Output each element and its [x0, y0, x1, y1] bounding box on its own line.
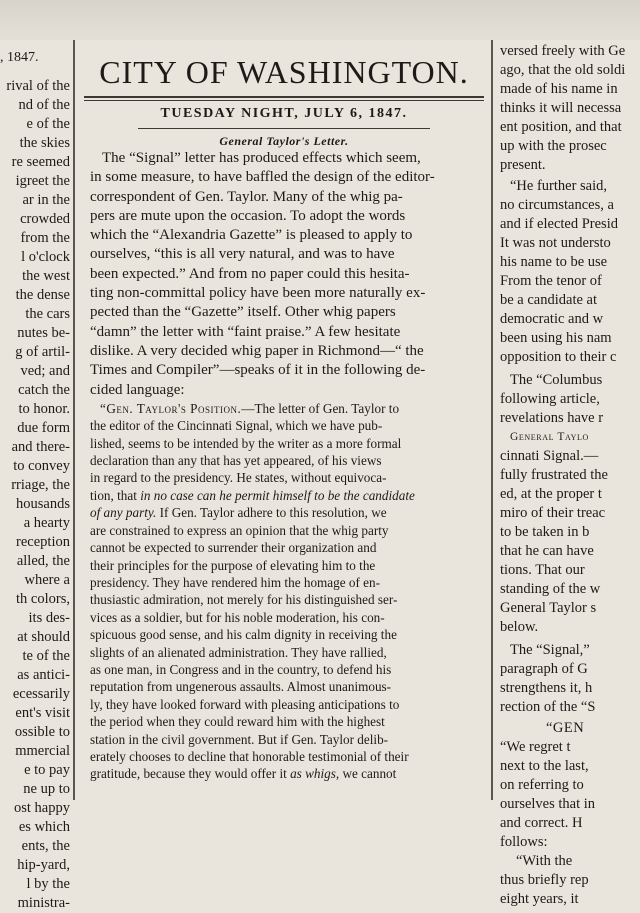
left-text-line: e of the [26, 116, 70, 132]
left-text-line: and there- [11, 439, 70, 455]
right-text-line: up with the prosec [500, 138, 607, 154]
article-headline: General Taylor's Letter. [219, 134, 349, 148]
left-text-line: the cars [25, 306, 70, 322]
left-column-date: , 1847. [0, 50, 39, 65]
right-text-line: follows: [500, 834, 548, 850]
right-text-line: ed, at the proper t [500, 486, 602, 502]
right-text-line: fully frustrated the [500, 467, 608, 483]
right-paragraph [496, 447, 640, 637]
right-text-line: below. [500, 619, 539, 635]
italic-text: of any party. [90, 505, 157, 521]
left-text-line: e to pay [24, 762, 70, 778]
masthead-rule [84, 96, 484, 101]
quote-line: slights of an alienated administration. They have rallied, [90, 644, 387, 660]
quote-continuation [78, 522, 490, 766]
left-text-line: nutes be- [17, 325, 70, 341]
body-line: Times and Compiler”—speaks of it in the following de- [90, 362, 426, 379]
right-text-line: ent position, and that [500, 119, 622, 135]
quote-first-line: “Gen. Taylor's Position.—The letter of Gen. Taylor to [100, 400, 400, 416]
right-text-line: following article, [500, 391, 600, 407]
left-text-line: from the [20, 230, 70, 246]
left-text-line: where a [24, 572, 70, 588]
quote-line: lished, seems to be intended by the writer as a more formal [90, 435, 402, 451]
quote-line: reputation from ungenerous assaults. Almost unanimous- [90, 679, 392, 695]
left-text-line: due form [17, 420, 70, 436]
left-text-line: ved; and [20, 363, 70, 379]
right-text-line: democratic and w [500, 311, 604, 327]
left-text-line: at should [17, 629, 70, 645]
left-text-line: re seemed [11, 154, 70, 170]
quoted-passage [78, 400, 490, 783]
left-text-line: nd of the [18, 97, 70, 113]
right-text-line: thinks it will necessa [500, 100, 622, 116]
left-text-line: rival of the [6, 78, 70, 94]
right-text-line: “With the [516, 853, 573, 869]
right-text-line: ago, that the old soldi [500, 62, 626, 78]
quote-line: cannot be expected to surrender their organization and [90, 540, 377, 556]
right-smallcaps-heading: General Taylo [510, 431, 589, 443]
body-line: “damn” the letter with “faint praise.” A few hesitate [90, 323, 401, 340]
left-text-line: hip-yard, [17, 857, 70, 873]
top-page-strip [0, 0, 640, 40]
right-paragraph [496, 641, 640, 717]
right-column [496, 40, 640, 907]
right-text-line: versed freely with Ge [500, 43, 626, 59]
quote-title: “Gen. Taylor's Position. [100, 400, 242, 416]
right-text-line: to be taken in b [500, 524, 590, 540]
right-text-line: miro of their treac [500, 505, 606, 521]
left-text-line: housands [16, 496, 70, 512]
right-paragraph [496, 42, 640, 175]
italic-text: as whigs, [290, 766, 340, 782]
right-text-line: The “Columbus [510, 372, 603, 388]
left-text-line: ent's visit [15, 705, 70, 721]
left-text-line: crowded [20, 211, 70, 227]
left-text-line: the dense [15, 287, 70, 303]
left-text-line: a hearty [23, 515, 70, 531]
column-rule [491, 40, 493, 800]
quote-line: presidency. They have rendered him the homage of en- [90, 574, 381, 590]
left-text-line: ar in the [22, 192, 70, 208]
right-text-line: and if elected Presid [500, 216, 618, 232]
body-line: The “Signal” letter has produced effects which seem, [102, 150, 421, 166]
right-text-line: next to the last, [500, 758, 589, 774]
body-line: pers are mute upon the occasion. To adopt the words [90, 207, 406, 224]
body-line: ourselves, “this is all very natural, and was to have [90, 246, 395, 263]
body-line: in some measure, to have baffled the design of the editor- [90, 169, 435, 186]
quote-line: gratitude, because they would offer it as whigs, we cannot [90, 766, 397, 782]
left-text-line: igreet the [15, 173, 70, 189]
main-column [78, 40, 490, 800]
body-line: which the “Alexandria Gazette” is pleased to apply to [90, 227, 413, 244]
quote-line: of any party. If Gen. Taylor adhere to this resolution, we [90, 505, 387, 521]
left-text-line: rriage, the [11, 477, 70, 493]
left-text-line: alled, the [16, 553, 70, 569]
right-text-line: “GEN [546, 720, 585, 736]
body-line: been expected.” And from no paper could this hesita- [90, 265, 410, 282]
column-rule [73, 40, 75, 800]
quote-line: spicuous good sense, and his calm dignity in receiving the [90, 627, 397, 643]
left-text-line: as antici- [17, 667, 70, 683]
right-text-line: his name to be use [500, 254, 608, 270]
right-text-line: paragraph of G [500, 661, 588, 677]
left-text-line: es which [18, 819, 70, 835]
right-text-line: been using his nam [500, 330, 612, 346]
right-paragraph [496, 719, 640, 909]
left-text-line: mmercial [15, 743, 70, 759]
left-text-line: ne up to [23, 781, 70, 797]
left-text-line: ost happy [14, 800, 70, 816]
right-text-line: The “Signal,” [510, 642, 590, 658]
body-line: correspondent of Gen. Taylor. Many of the whig pa- [90, 188, 403, 205]
left-column-text [0, 77, 72, 913]
left-text-line: the skies [19, 135, 70, 151]
right-paragraph [496, 371, 640, 428]
quote-line: tion, that in no case can he permit himself to be the candidate [90, 487, 415, 503]
left-column [0, 40, 72, 911]
right-text-line: tions. That our [500, 562, 585, 578]
left-text-line: ministra- [17, 895, 70, 911]
right-text-line: It was not understo [500, 235, 611, 251]
right-text-line: on referring to [500, 777, 584, 793]
left-text-line: th colors, [16, 591, 70, 607]
right-text-line: ourselves that in [500, 796, 596, 812]
masthead: CITY OF WASHINGTON. [99, 54, 469, 90]
right-text-line: strengthens it, h [500, 680, 593, 696]
right-text-line: eight years, it [500, 891, 579, 907]
right-text-line: rection of the “S [500, 699, 596, 715]
right-text-line: General Taylor s [500, 600, 597, 616]
left-text-line: l by the [26, 876, 70, 892]
left-text-line: g of artil- [15, 344, 70, 360]
dateline-rule [138, 128, 430, 129]
right-text-line: “We regret t [500, 739, 571, 755]
quote-line: their principles for the purpose of elevating him to the [90, 557, 376, 573]
right-text-line: no circumstances, a [500, 197, 614, 213]
quote-line: in regard to the presidency. He states, without equivoca- [90, 470, 387, 486]
quote-line: vices as a soldier, but for his noble moderation, his con- [90, 609, 385, 625]
right-text-line: be a candidate at [500, 292, 598, 308]
right-text-line: cinnati Signal.— [500, 448, 599, 464]
left-text-line: ecessarily [12, 686, 70, 702]
left-text-line: to convey [13, 458, 70, 474]
left-text-line: te of the [22, 648, 70, 664]
right-text-line: From the tenor of [500, 273, 602, 289]
right-text-line: opposition to their c [500, 349, 617, 365]
dateline: TUESDAY NIGHT, JULY 6, 1847. [160, 106, 408, 121]
body-line: cided language: [90, 381, 185, 398]
left-text-line: ents, the [21, 838, 70, 854]
left-text-line: to honor. [18, 401, 70, 417]
body-line: pected than the “Gazette” itself. Other whig papers [90, 304, 396, 321]
left-text-line: l o'clock [21, 249, 70, 265]
italic-text: in no case can he permit himself to be the candidate [140, 487, 415, 503]
quote-line: as one man, in Congress and in the country, to defend his [90, 661, 392, 677]
left-text-line: ossible to [14, 724, 70, 740]
right-text-line: revelations have r [500, 410, 604, 426]
left-text-line: the west [22, 268, 70, 284]
quote-line: erately chooses to decline that honorable testimonial of their [90, 748, 409, 764]
right-paragraph [496, 177, 640, 367]
right-text-line: present. [500, 157, 546, 173]
quote-line: station in the civil government. But if Gen. Taylor delib- [90, 731, 389, 747]
body-line: ting non-committal policy have been more naturally ex- [90, 285, 426, 302]
left-text-line: reception [16, 534, 70, 550]
quote-line: declaration than any that has yet appeared, of his views [90, 453, 382, 469]
quote-line: the editor of the Cincinnati Signal, which we have pub- [90, 418, 383, 434]
body-line: dislike. A very decided whig paper in Richmond—“ the [90, 342, 424, 359]
article-body [78, 149, 490, 400]
right-text-line: and correct. H [500, 815, 583, 831]
right-text-line: that he can have [500, 543, 594, 559]
quote-line: thusiastic admiration, not merely for his distinguished ser- [90, 592, 398, 608]
quote-line: ly, they have looked forward with pleasing anticipations to [90, 696, 400, 712]
left-text-line: catch the [18, 382, 70, 398]
right-text-line: “He further said, [510, 178, 608, 194]
left-text-line: its des- [28, 610, 70, 626]
quote-line: are constrained to express an opinion that the whig party [90, 522, 389, 538]
quote-line: the period when they could reward him with the highest [90, 714, 385, 730]
right-text-line: standing of the w [500, 581, 601, 597]
right-text-line: made of his name in [500, 81, 618, 97]
right-text-line: thus briefly rep [500, 872, 589, 888]
